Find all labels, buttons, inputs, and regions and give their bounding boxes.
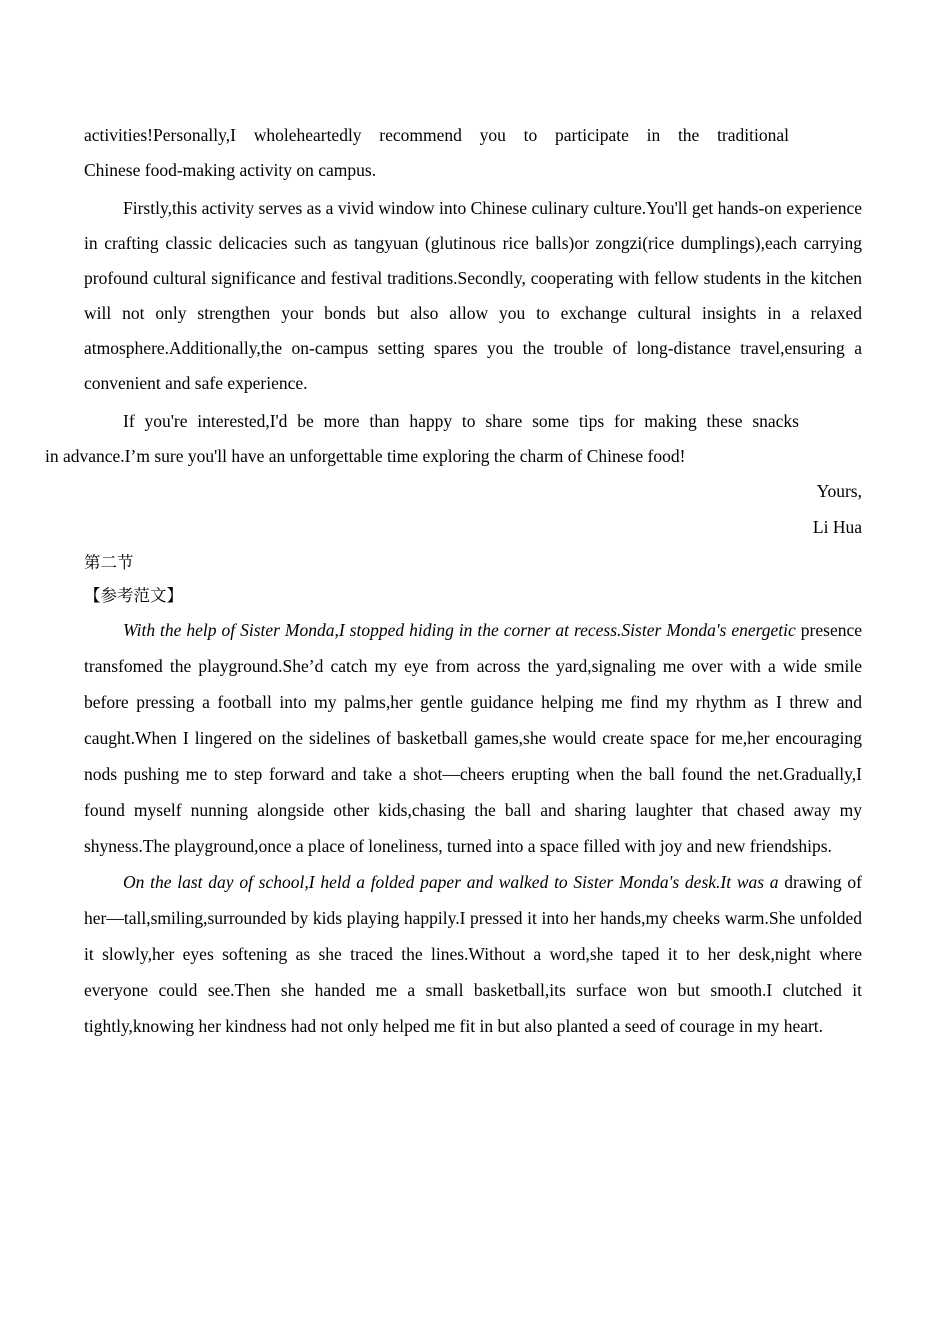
essay-paragraph-2-continuation: drawing of her—tall,smiling,surrounded by kids playing happily.I pressed it into her hands,my cheeks warm.She unfolded it slowly,her eyes softening as she traced the lines.Without a word,she taped it to her desk,night where everyone could see.Then she handed me a small basketball,its surface won but smooth.I clutched it tightly,knowing her kindness had not only helped me fit in but also planted a seed of courage in my heart. xyxy=(84,872,862,1036)
letter-signature: Li Hua xyxy=(812,517,862,537)
letter-intro-line-2: Chinese food-making activity on campus. xyxy=(84,160,377,180)
section-heading: 第二节 xyxy=(84,553,134,572)
section-label: 【参考范文】 xyxy=(84,586,183,605)
letter-closing-line-1: If you're interested,I'd be more than happy to share some tips for making these snacks xyxy=(123,411,799,431)
letter-body-paragraph: Firstly,this activity serves as a vivid window into Chinese culinary culture.You'll get hands-on experience in crafting classic delicacies such as tangyuan (glutinous rice balls)or zongzi(rice dumplings),each carrying profound cultural significance and festival traditions.Secondly, cooperating with fellow students in the kitchen will not only strengthen your bonds but also allow you to exchange cultural insights in a relaxed atmosphere.Additionally,the on-campus setting spares you the trouble of long-distance travel,ensuring a convenient and safe experience. xyxy=(84,198,862,393)
letter-intro-line-1: activities!Personally,I wholeheartedly recommend you to participate in the traditional xyxy=(84,125,789,145)
letter-closing-paragraph xyxy=(45,404,862,474)
letter-intro-paragraph xyxy=(84,118,862,188)
essay-paragraph-2 xyxy=(84,864,862,1044)
document-page xyxy=(45,118,862,1044)
essay-paragraph-2-given-start: On the last day of school,I held a folded paper and walked to Sister Monda's desk.It was a xyxy=(123,872,779,892)
essay-paragraph-1-given-start: With the help of Sister Monda,I stopped hiding in the corner at recess.Sister Monda's energetic xyxy=(123,620,796,640)
essay-paragraph-1 xyxy=(84,612,862,864)
letter-sign-off: Yours, xyxy=(816,481,862,501)
letter-closing-line-2: in advance.I’m sure you'll have an unforgettable time exploring the charm of Chinese food! xyxy=(45,446,686,466)
essay-paragraph-1-continuation: presence transfomed the playground.She’d catch my eye from across the yard,signaling me over with a wide smile before pressing a football into my palms,her gentle guidance helping me find my rhythm as I threw and caught.When I lingered on the sidelines of basketball games,she would create space for me,her encouraging nods pushing me to step forward and take a shot—cheers erupting when the ball found the net.Gradually,I found myself nunning alongside other kids,chasing the ball and sharing laughter that chased away my shyness.The playground,once a place of loneliness, turned into a space filled with joy and new friendships. xyxy=(84,620,862,856)
